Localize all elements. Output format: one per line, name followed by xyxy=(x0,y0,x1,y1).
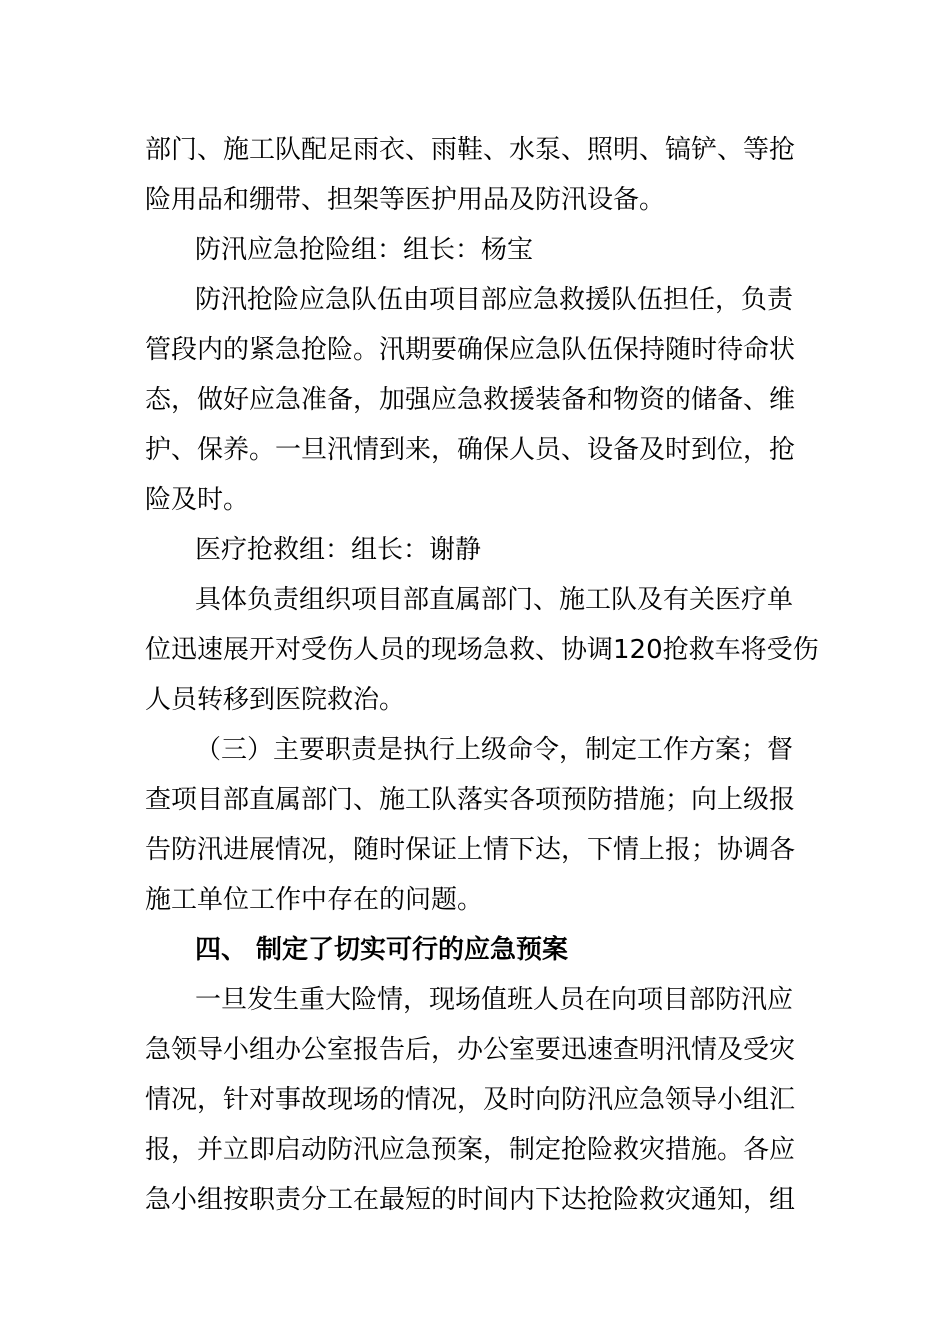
body-text-line: 部门、施工队配足雨衣、雨鞋、水泵、照明、镐铲、等抢 xyxy=(145,135,796,165)
section-heading-emergency-plan: 四、 制定了切实可行的应急预案 xyxy=(195,935,569,965)
body-text-line: 查项目部直属部门、施工队落实各项预防措施；向上级报 xyxy=(145,785,796,815)
body-text-line: 位迅速展开对受伤人员的现场急救、协调120抢救车将受伤 xyxy=(145,635,819,665)
body-text-line: 险及时。 xyxy=(145,485,250,515)
body-text-line: 护、保养。一旦汛情到来，确保人员、设备及时到位，抢 xyxy=(145,435,796,465)
body-text-line: 情况，针对事故现场的情况，及时向防汛应急领导小组汇 xyxy=(145,1085,796,1115)
body-text-line: 一旦发生重大险情，现场值班人员在向项目部防汛应 xyxy=(195,985,794,1015)
section-heading-medical-rescue-group: 医疗抢救组：组长：谢静 xyxy=(195,535,482,565)
body-text-line: 报，并立即启动防汛应急预案，制定抢险救灾措施。各应 xyxy=(145,1135,796,1165)
body-text-line: 态，做好应急准备，加强应急救援装备和物资的储备、维 xyxy=(145,385,796,415)
body-text-line: 急小组按职责分工在最短的时间内下达抢险救灾通知，组 xyxy=(145,1185,796,1215)
body-text-line: 施工单位工作中存在的问题。 xyxy=(145,885,484,915)
body-text-line: 人员转移到医院救治。 xyxy=(145,685,406,715)
body-text-line: 管段内的紧急抢险。汛期要确保应急队伍保持随时待命状 xyxy=(145,335,796,365)
body-text-line: 险用品和绷带、担架等医护用品及防汛设备。 xyxy=(145,185,666,215)
body-text-line: 具体负责组织项目部直属部门、施工队及有关医疗单 xyxy=(195,585,794,615)
body-text-line: （三）主要职责是执行上级命令，制定工作方案；督 xyxy=(195,735,794,765)
body-text-line: 防汛抢险应急队伍由项目部应急救援队伍担任，负责 xyxy=(195,285,794,315)
body-text-line: 急领导小组办公室报告后，办公室要迅速查明汛情及受灾 xyxy=(145,1035,796,1065)
section-heading-flood-rescue-group: 防汛应急抢险组：组长：杨宝 xyxy=(195,235,534,265)
body-text-line: 告防汛进展情况，随时保证上情下达，下情上报；协调各 xyxy=(145,835,796,865)
